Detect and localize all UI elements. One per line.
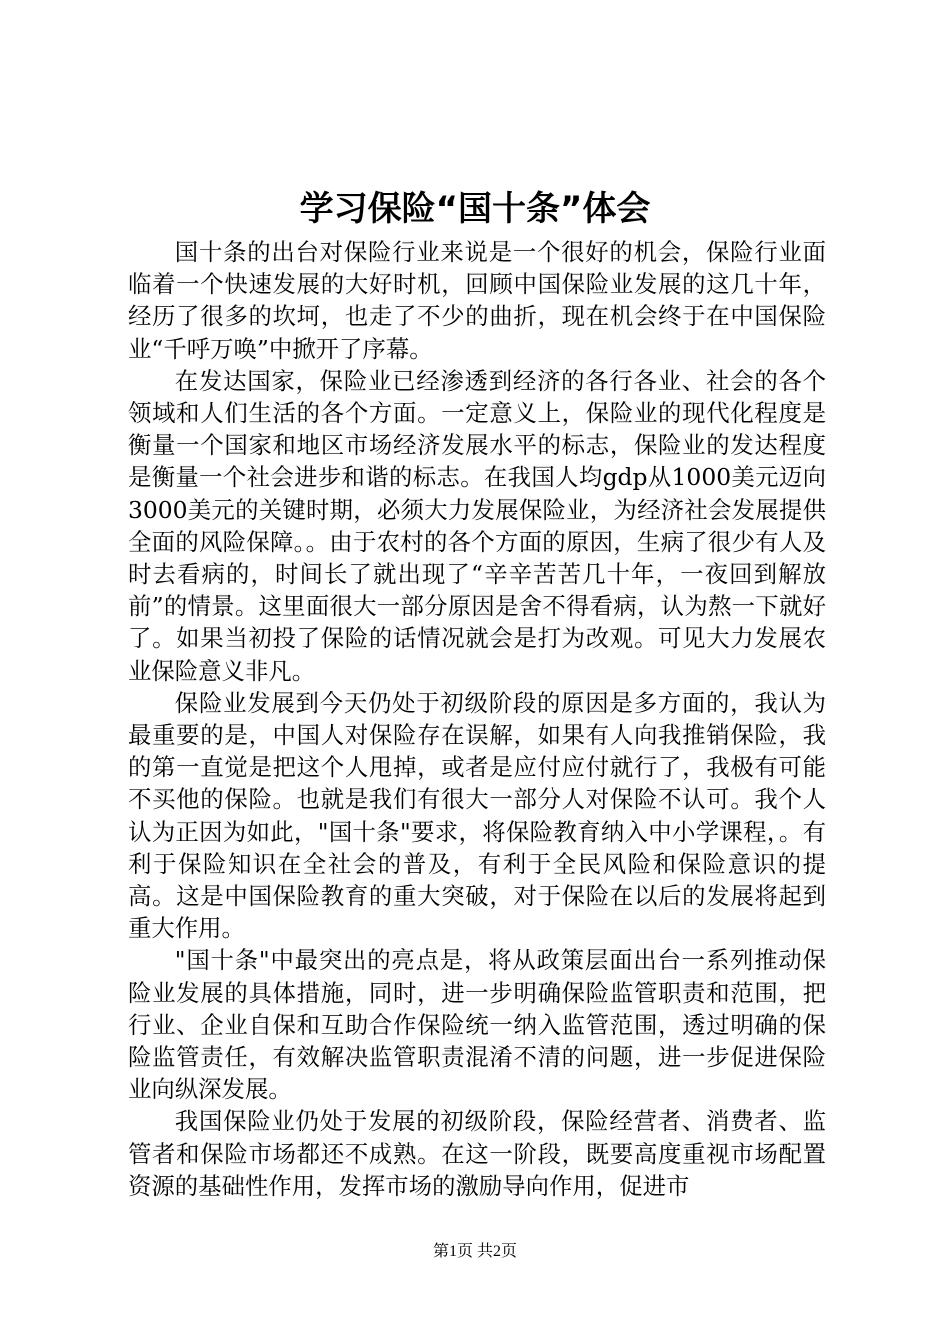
paragraph-4: "国十条"中最突出的亮点是，将从政策层面出台一系列推动保险业发展的具体措施，同时，进一步明确保险监管职责和范围，把行业、企业自保和互助合作保险统一纳入监管范围，透过明确的保险监管责任，有效解决监管职责混淆不清的问题，进一步促进保险业向纵深发展。 xyxy=(128,946,826,1104)
document-body xyxy=(128,236,826,1202)
paragraph-1: 国十条的出台对保险行业来说是一个很好的机会，保险行业面临着一个快速发展的大好时机，回顾中国保险业发展的这几十年，经历了很多的坎坷，也走了不少的曲折，现在机会终于在中国保险业“千呼万唤”中掀开了序幕。 xyxy=(128,238,826,363)
document-title: 学习保险“国十条”体会 xyxy=(299,189,651,229)
page-footer: 第1页 共2页 xyxy=(432,1243,517,1260)
paragraph-2: 在发达国家，保险业已经渗透到经济的各行各业、社会的各个领域和人们生活的各个方面。一定意义上，保险业的现代化程度是衡量一个国家和地区市场经济发展水平的标志，保险业的发达程度是衡量一个社会进步和谐的标志。在我国人均gdp从1000美元迈向3000美元的关键时期，必须大力发展保险业，为经济社会发展提供全面的风险保障。。由于农村的各个方面的原因，生病了很少有人及时去看病的，时间长了就出现了“辛辛苦苦几十年，一夜回到解放前”的情景。这里面很大一部分原因是舍不得看病，认为熬一下就好了。如果当初投了保险的话情况就会是打为改观。可见大力发展农业保险意义非凡。 xyxy=(128,366,826,685)
paragraph-3: 保险业发展到今天仍处于初级阶段的原因是多方面的，我认为最重要的是，中国人对保险存在误解，如果有人向我推销保险，我的第一直觉是把这个人甩掉，或者是应付应付就行了，我极有可能不买他的保险。也就是我们有很大一部分人对保险不认可。我个人认为正因为如此，"国十条"要求，将保险教育纳入中小学课程，。有利于保险知识在全社会的普及，有利于全民风险和保险意识的提高。这是中国保险教育的重大突破，对于保险在以后的发展将起到重大作用。 xyxy=(128,688,826,943)
paragraph-5: 我国保险业仍处于发展的初级阶段，保险经营者、消费者、监管者和保险市场都还不成熟。在这一阶段，既要高度重视市场配置资源的基础性作用，发挥市场的激励导向作用，促进市 xyxy=(128,1107,826,1200)
